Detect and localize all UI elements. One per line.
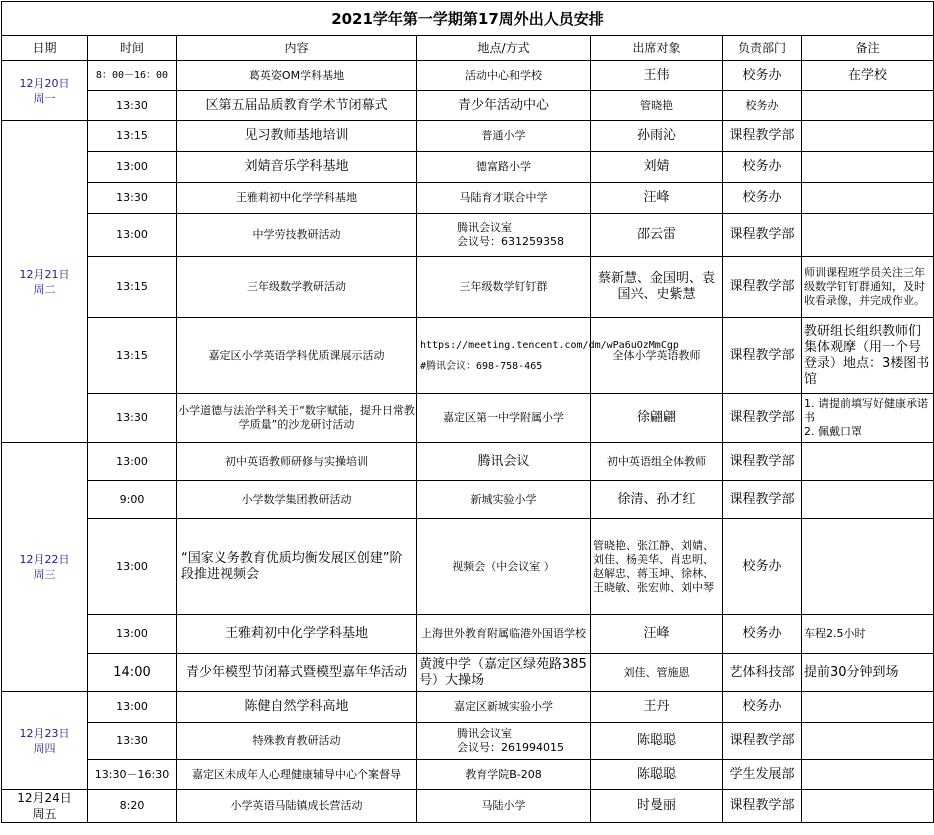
- place-cell: 嘉定区新城实验小学: [417, 692, 591, 723]
- dept-cell: 课程教学部: [723, 481, 802, 519]
- time-cell: 8:20: [88, 790, 177, 823]
- time-cell: 13:30: [88, 723, 177, 760]
- place-label: 腾讯会议室: [457, 221, 512, 234]
- note-cell: [802, 519, 934, 615]
- table-row: [2, 654, 934, 692]
- date-label: 12月22日: [19, 553, 70, 566]
- date-cell: [2, 121, 88, 443]
- meeting-id: #腾讯会议：698-758-465: [420, 360, 543, 372]
- time-cell: 13:00: [88, 152, 177, 183]
- place-cell: 腾讯会议: [417, 443, 591, 481]
- content-cell: 小学数学集团教研活动: [177, 481, 417, 519]
- note-line-1: 1. 请提前填写好健康承诺书: [804, 397, 928, 424]
- table-row: [2, 257, 934, 318]
- note-cell: [802, 790, 934, 823]
- place-cell: 新城实验小学: [417, 481, 591, 519]
- content-cell: 王雅莉初中化学学科基地: [177, 615, 417, 654]
- dept-cell: 校务办: [723, 183, 802, 214]
- dept-cell: 校务办: [723, 692, 802, 723]
- content-cell: 三年级数学教研活动: [177, 257, 417, 318]
- table-row: [2, 91, 934, 121]
- date-label: 12月20日: [19, 76, 70, 90]
- table-row: [2, 152, 934, 183]
- weekday-label: 周一: [33, 91, 56, 105]
- time-cell: 13:30: [88, 183, 177, 214]
- date-cell: [2, 790, 88, 823]
- table-row: [2, 723, 934, 760]
- table-row: [2, 519, 934, 615]
- meeting-number: 会议号：631259358: [457, 235, 564, 248]
- dept-cell: 课程教学部: [723, 121, 802, 152]
- header-content: 内容: [177, 36, 417, 61]
- dept-cell: 课程教学部: [723, 723, 802, 760]
- content-cell: 葛英姿OM学科基地: [177, 61, 417, 91]
- time-cell: 8：00－16：00: [88, 61, 177, 91]
- attendees-cell: 陈聪聪: [591, 723, 723, 760]
- attendees-cell: 刘佳、管施恩: [591, 654, 723, 692]
- time-cell: 14:00: [88, 654, 177, 692]
- time-cell: 13:00: [88, 214, 177, 257]
- table-row: [2, 692, 934, 723]
- time-cell: 13:00: [88, 443, 177, 481]
- place-cell: 德富路小学: [417, 152, 591, 183]
- place-cell: 马陆育才联合中学: [417, 183, 591, 214]
- place-cell: 马陆小学: [417, 790, 591, 823]
- header-attendees: 出席对象: [591, 36, 723, 61]
- attendees-cell: 徐翩翩: [591, 394, 723, 443]
- place-cell: [417, 723, 591, 760]
- place-label: 腾讯会议室: [457, 727, 512, 740]
- time-cell: 13:00: [88, 519, 177, 615]
- dept-cell: 校务办: [723, 615, 802, 654]
- weekday-label: 周五: [32, 807, 57, 821]
- table-row: [2, 790, 934, 823]
- dept-cell: 校务办: [723, 519, 802, 615]
- attendees-cell: 管晓艳、张江静、刘婧、刘佳、杨美华、肖忠明、赵解忠、蒋玉坤、徐林、王晓敏、张宏帅、刘中琴: [591, 519, 723, 615]
- place-cell: 普通小学: [417, 121, 591, 152]
- note-cell: [802, 394, 934, 443]
- date-cell: [2, 61, 88, 121]
- time-cell: 13:30: [88, 91, 177, 121]
- content-cell: 嘉定区未成年人心理健康辅导中心个案督导: [177, 760, 417, 790]
- table-row: [2, 121, 934, 152]
- date-label: 12月24日: [17, 791, 72, 805]
- time-cell: 13:15: [88, 121, 177, 152]
- attendees-cell: 管晓艳: [591, 91, 723, 121]
- note-cell: [802, 692, 934, 723]
- attendees-cell: 徐清、孙才红: [591, 481, 723, 519]
- note-cell: 在学校: [802, 61, 934, 91]
- time-cell: 9:00: [88, 481, 177, 519]
- table-row: [2, 615, 934, 654]
- table-row: [2, 760, 934, 790]
- attendees-cell: 时曼丽: [591, 790, 723, 823]
- content-cell: 青少年模型节闭幕式暨模型嘉年华活动: [177, 654, 417, 692]
- note-cell: [802, 183, 934, 214]
- note-cell: [802, 121, 934, 152]
- header-date: 日期: [2, 36, 88, 61]
- content-cell: 初中英语教师研修与实操培训: [177, 443, 417, 481]
- note-cell: [802, 443, 934, 481]
- content-cell: 刘婧音乐学科基地: [177, 152, 417, 183]
- attendees-cell: 汪峰: [591, 183, 723, 214]
- place-cell: 教育学院B-208: [417, 760, 591, 790]
- attendees-cell: 刘婧: [591, 152, 723, 183]
- dept-cell: 课程教学部: [723, 790, 802, 823]
- weekday-label: 周三: [33, 568, 56, 581]
- note-cell: [802, 723, 934, 760]
- note-cell: 师训课程班学员关注三年级数学钉钉群通知，及时收看录像，并完成作业。: [802, 257, 934, 318]
- attendees-cell: 蔡新慧、金国明、袁国兴、史紫慧: [591, 257, 723, 318]
- weekday-label: 周二: [33, 282, 56, 296]
- note-cell: 车程2.5小时: [802, 615, 934, 654]
- content-cell: 中学劳技教研活动: [177, 214, 417, 257]
- time-cell: 13:00: [88, 692, 177, 723]
- header-time: 时间: [88, 36, 177, 61]
- place-cell: 上海世外教育附属临港外国语学校: [417, 615, 591, 654]
- schedule-table: [1, 1, 934, 823]
- place-cell: [417, 214, 591, 257]
- page-title: 2021学年第一学期第17周外出人员安排: [2, 2, 934, 36]
- content-cell: 见习教师基地培训: [177, 121, 417, 152]
- header-row: [2, 36, 934, 61]
- time-cell: 13:30: [88, 394, 177, 443]
- note-cell: [802, 152, 934, 183]
- table-row: [2, 183, 934, 214]
- content-cell: 小学英语马陆镇成长营活动: [177, 790, 417, 823]
- content-cell: “国家义务教育优质均衡发展区创建”阶段推进视频会: [177, 519, 417, 615]
- weekday-label: 周四: [33, 741, 56, 755]
- dept-cell: 校务办: [723, 91, 802, 121]
- table-row: [2, 214, 934, 257]
- meeting-link[interactable]: https://meeting.tencent.com/dm/wPa6uOzMmCgp: [420, 339, 679, 351]
- dept-cell: 课程教学部: [723, 443, 802, 481]
- dept-cell: 校务办: [723, 61, 802, 91]
- dept-cell: 校务办: [723, 152, 802, 183]
- time-cell: 13:30－16:30: [88, 760, 177, 790]
- header-note: 备注: [802, 36, 934, 61]
- dept-cell: 课程教学部: [723, 257, 802, 318]
- table-row: [2, 318, 934, 394]
- dept-cell: 学生发展部: [723, 760, 802, 790]
- place-cell: 嘉定区第一中学附属小学: [417, 394, 591, 443]
- content-cell: 王雅莉初中化学学科基地: [177, 183, 417, 214]
- note-cell: 教研组长组织教师们集体观摩（用一个号登录）地点：3楼图书馆: [802, 318, 934, 394]
- attendees-cell: 汪峰: [591, 615, 723, 654]
- date-cell: [2, 443, 88, 692]
- time-cell: 13:15: [88, 257, 177, 318]
- note-cell: [802, 214, 934, 257]
- content-cell: 陈健自然学科高地: [177, 692, 417, 723]
- table-row: [2, 394, 934, 443]
- title-row: [2, 2, 934, 36]
- attendees-cell: 孙雨沁: [591, 121, 723, 152]
- note-cell: [802, 91, 934, 121]
- content-cell: 区第五届品质教育学术节闭幕式: [177, 91, 417, 121]
- dept-cell: 课程教学部: [723, 318, 802, 394]
- date-cell: [2, 692, 88, 790]
- content-cell: 特殊教育教研活动: [177, 723, 417, 760]
- time-cell: 13:15: [88, 318, 177, 394]
- place-cell: 青少年活动中心: [417, 91, 591, 121]
- note-cell: 提前30分钟到场: [802, 654, 934, 692]
- place-cell: 视频会（中会议室 ）: [417, 519, 591, 615]
- place-cell: 活动中心和学校: [417, 61, 591, 91]
- attendees-cell: 邵云雷: [591, 214, 723, 257]
- time-cell: 13:00: [88, 615, 177, 654]
- attendees-cell: 王丹: [591, 692, 723, 723]
- date-label: 12月23日: [19, 726, 70, 740]
- content-cell: 小学道德与法治学科关于“数字赋能，提升日常教学质量”的沙龙研讨活动: [177, 394, 417, 443]
- attendees-cell: 全体小学英语教师: [591, 318, 723, 394]
- header-dept: 负责部门: [723, 36, 802, 61]
- place-cell: 黄渡中学（嘉定区绿苑路385号）大操场: [417, 654, 591, 692]
- place-cell: 三年级数学钉钉群: [417, 257, 591, 318]
- date-label: 12月21日: [19, 267, 70, 281]
- attendees-cell: 陈聪聪: [591, 760, 723, 790]
- note-cell: [802, 760, 934, 790]
- meeting-number: 会议号：261994015: [457, 741, 564, 754]
- table-row: [2, 481, 934, 519]
- attendees-cell: 王伟: [591, 61, 723, 91]
- note-cell: [802, 481, 934, 519]
- attendees-cell: 初中英语组全体教师: [591, 443, 723, 481]
- content-cell: 嘉定区小学英语学科优质课展示活动: [177, 318, 417, 394]
- header-place: 地点/方式: [417, 36, 591, 61]
- table-row: [2, 443, 934, 481]
- dept-cell: 课程教学部: [723, 394, 802, 443]
- dept-cell: 课程教学部: [723, 214, 802, 257]
- table-row: [2, 61, 934, 91]
- dept-cell: 艺体科技部: [723, 654, 802, 692]
- note-line-2: 2. 佩戴口罩: [804, 425, 862, 438]
